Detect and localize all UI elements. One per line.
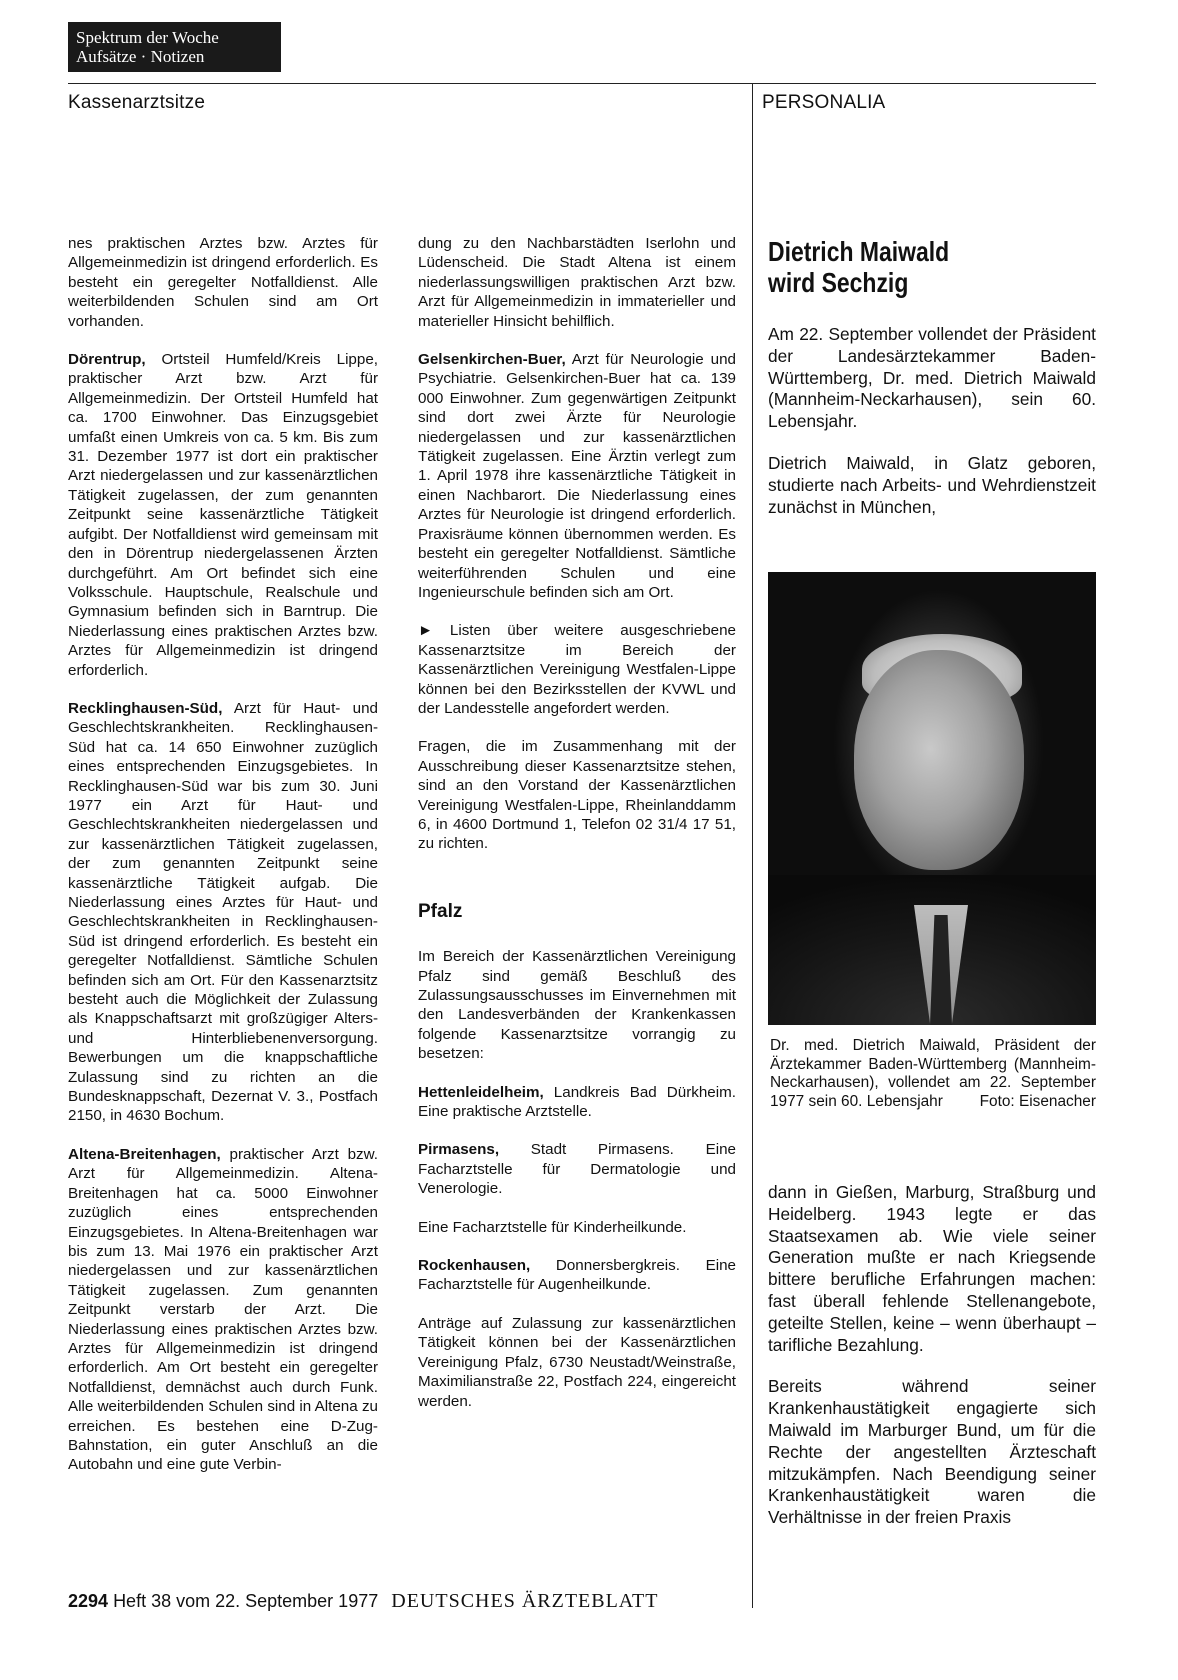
rubric-personalia: PERSONALIA: [762, 92, 886, 113]
column-3-bottom: [768, 1182, 1096, 1549]
section-label-box: [68, 22, 281, 72]
column-1: [68, 234, 378, 1494]
listing-hettenleidelheim: Hettenleidelheim, Landkreis Bad Dürkheim. Eine praktische Arztstelle.: [418, 1083, 736, 1121]
paragraph: nes praktischen Arztes bzw. Arztes für Allgemeinmedizin ist dringend erforderlich. Es besteht ein geregelter Notfalldienst. Alle weiterbildenden Schulen sind am Ort vorhanden.: [68, 235, 378, 330]
header-rule: [68, 83, 1096, 84]
photo-caption: Dr. med. Dietrich Maiwald, Präsident der Ärztekammer Baden-Württemberg (Mannheim-Neckarhausen), vollendet am 22. September 1977 sein 60. Lebensjahr Foto: Eisenacher: [770, 1037, 1096, 1110]
paragraph: Fragen, die im Zusammenhang mit der Ausschreibung dieser Kassenarztsitze stehen, sind an den Vorstand der Kassenärztlichen Vereinigung Westfalen-Lippe, Rheinlanddamm 6, in 4600 Dortmund 1, Telefon 02 31/4 17 51, zu richten.: [418, 738, 736, 853]
column-2: [418, 234, 736, 1430]
page-footer: [68, 1590, 658, 1613]
paragraph: Im Bereich der Kassenärztlichen Vereinigung Pfalz sind gemäß Beschluß des Zulassungsausschusses im Einvernehmen mit den Landesverbänden der Krankenkassen folgende Kassenarztsitze vorrangig zu besetzen:: [418, 948, 736, 1063]
paragraph: ► Listen über weitere ausgeschriebene Kassenarztsitze im Bereich der Kassenärztlichen Vereinigung Westfalen-Lippe können bei den Bezirksstellen der KVWL und der Landesstelle angefordert werden.: [418, 622, 736, 717]
issue-info: Heft 38 vom 22. September 1977: [113, 1591, 379, 1611]
photo-credit: Foto: Eisenacher: [979, 1092, 1096, 1110]
listing-gelsenkirchen-buer: Gelsenkirchen-Buer, Arzt für Neurologie und Psychiatrie. Gelsenkirchen-Buer hat ca. 139 000 Einwohner. Zum gegenwärtigen Zeitpunkt sind dort zwei Ärzte für Neurologie niedergelassen und zur kassenärztlichen Tätigkeit zugelassen. Eine Ärztin verlegt zum 1. April 1978 ihre kassenärztliche Tätigkeit in einen Nachbarort. Die Niederlassung eines Arztes für Neurologie ist dringend erforderlich. Praxisräume können übernommen werden. Es besteht ein geregelter Notfalldienst. Sämtliche weiterführenden Schulen und eine Ingenieurschule befinden sich am Ort.: [418, 351, 736, 601]
listing-pirmasens: Pirmasens, Stadt Pirmasens. Eine Facharztstelle für Dermatologie und Venerologie.: [418, 1141, 736, 1198]
paragraph: Am 22. September vollendet der Präsident der Landesärztekammer Baden-Württemberg, Dr. med. Dietrich Maiwald (Mannheim-Neckarhausen), sein 60. Lebensjahr.: [768, 324, 1096, 432]
section-label-line2: Aufsätze · Notizen: [76, 47, 205, 66]
article-headline: Dietrich Maiwald wird Sechzig: [768, 236, 950, 298]
magazine-title: DEUTSCHES ÄRZTEBLATT: [391, 1590, 659, 1612]
subheading-pfalz: Pfalz: [418, 900, 463, 922]
paragraph: Anträge auf Zulassung zur kassenärztlichen Tätigkeit können bei der Kassenärztlichen Vereinigung Pfalz, 6730 Neustadt/Weinstraße, Maximilianstraße 22, Postfach 224, eingereicht werden.: [418, 1314, 736, 1410]
paragraph: dann in Gießen, Marburg, Straßburg und Heidelberg. 1943 legte er das Staatsexamen ab. Wie viele seiner Generation mußte er nach Kriegsende bittere berufliche Erfahrungen machen: fast überall fehlende Stellenangebote, geteilte Stellen, keine – wenn überhaupt – tarifliche Bezahlung.: [768, 1182, 1096, 1355]
rubric-kassenarztsitze: Kassenarztsitze: [68, 92, 206, 113]
column-divider: [752, 83, 753, 1608]
portrait-photo: [768, 572, 1096, 1025]
listing-recklinghausen-sued: Recklinghausen-Süd, Arzt für Haut- und Geschlechtskrankheiten. Recklinghausen-Süd hat ca. 14 650 Einwohner zuzüglich eines entsprechenden Einzugsgebietes. In Recklinghausen-Süd war bis zum 30. Juni 1977 ein Arzt für Haut- und Geschlechtskrankheiten niedergelassen und zur kassenärztlichen Tätigkeit zugelassen, der zum genannten Zeitpunkt seine kassenärztliche Tätigkeit aufgab. Die Niederlassung eines Arztes für Haut- und Geschlechtskrankheiten in Recklinghausen-Süd ist dringend erforderlich. Es besteht ein geregelter Notfalldienst. Sämtliche Schulen befinden sich am Ort. Für den Kassenarztsitz besteht auch die Möglichkeit der Zulassung als Knappschaftsarzt mit großzügiger Alters- und Hinterbliebenenversorgung. Bewerbungen um die knappschaftliche Zulassung sind zu richten an die Bundesknappschaft, Dezernat V. 3., Postfach 2150, in 4630 Bochum.: [68, 699, 378, 1125]
paragraph: dung zu den Nachbarstädten Iserlohn und Lüdenscheid. Die Stadt Altena ist einem niederlassungswilligen praktischen Arzt bzw. Arzt für Allgemeinmedizin in immaterieller und materieller Hinsicht behilflich.: [418, 235, 736, 330]
paragraph: Dietrich Maiwald, in Glatz geboren, studierte nach Arbeits- und Wehrdienstzeit zunächst in München,: [768, 452, 1096, 517]
section-label-line1: Spektrum der Woche: [76, 28, 219, 47]
column-3-top: [768, 236, 1096, 538]
listing-doerentrup: Dörentrup, Ortsteil Humfeld/Kreis Lippe, praktischer Arzt bzw. Arzt für Allgemeinmedizin. Der Ortsteil Humfeld hat ca. 1700 Einwohner. Das Einzugsgebiet umfaßt einen Umkreis von ca. 5 km. Bis zum 31. Dezember 1977 ist dort ein praktischer Arzt niedergelassen und zur kassenärztlichen Tätigkeit zugelassen, der zum genannten Zeitpunkt seine kassenärztliche Tätigkeit aufgibt. Der Notfalldienst wird gemeinsam mit den in Dörentrup niedergelassenen Ärzten durchgeführt. Am Ort befindet sich eine Volksschule. Hauptschule, Realschule und Gymnasium befinden sich in Barntrup. Die Niederlassung eines praktischen Arztes bzw. Arztes für Allgemeinmedizin ist dringend erforderlich.: [68, 351, 378, 679]
paragraph: Eine Facharztstelle für Kinderheilkunde.: [418, 1218, 687, 1236]
listing-altena-breitenhagen: Altena-Breitenhagen, praktischer Arzt bzw. Arzt für Allgemeinmedizin. Altena-Breitenhagen hat ca. 5000 Einwohner zuzüglich eines entsprechenden Einzugsgebietes. In Altena-Breitenhagen war bis zum 13. Mai 1976 ein praktischer Arzt niedergelassen und zur kassenärztlichen Tätigkeit zugelassen. Zum genannten Zeitpunkt verstarb der Arzt. Die Niederlassung eines praktischen Arztes bzw. Arztes für Allgemeinmedizin ist dringend erforderlich. Am Ort besteht ein geregelter Notfalldienst, demnächst auch durch Funk. Alle weiterbildenden Schulen sind in Altena zu erreichen. Es bestehen eine D-Zug-Bahnstation, ein guter Anschluß an die Autobahn und eine gute Verbin-: [68, 1145, 378, 1474]
listing-rockenhausen: Rockenhausen, Donnersbergkreis. Eine Facharztstelle für Augenheilkunde.: [418, 1257, 736, 1294]
page-number: 2294: [68, 1591, 109, 1611]
paragraph: Bereits während seiner Krankenhaustätigkeit engagierte sich Maiwald im Marburger Bund, um für die Rechte der angestellten Ärzteschaft mitzukämpfen. Nach Beendigung seiner Krankenhaustätigkeit waren die Verhältnisse in der freien Praxis: [768, 1376, 1096, 1528]
